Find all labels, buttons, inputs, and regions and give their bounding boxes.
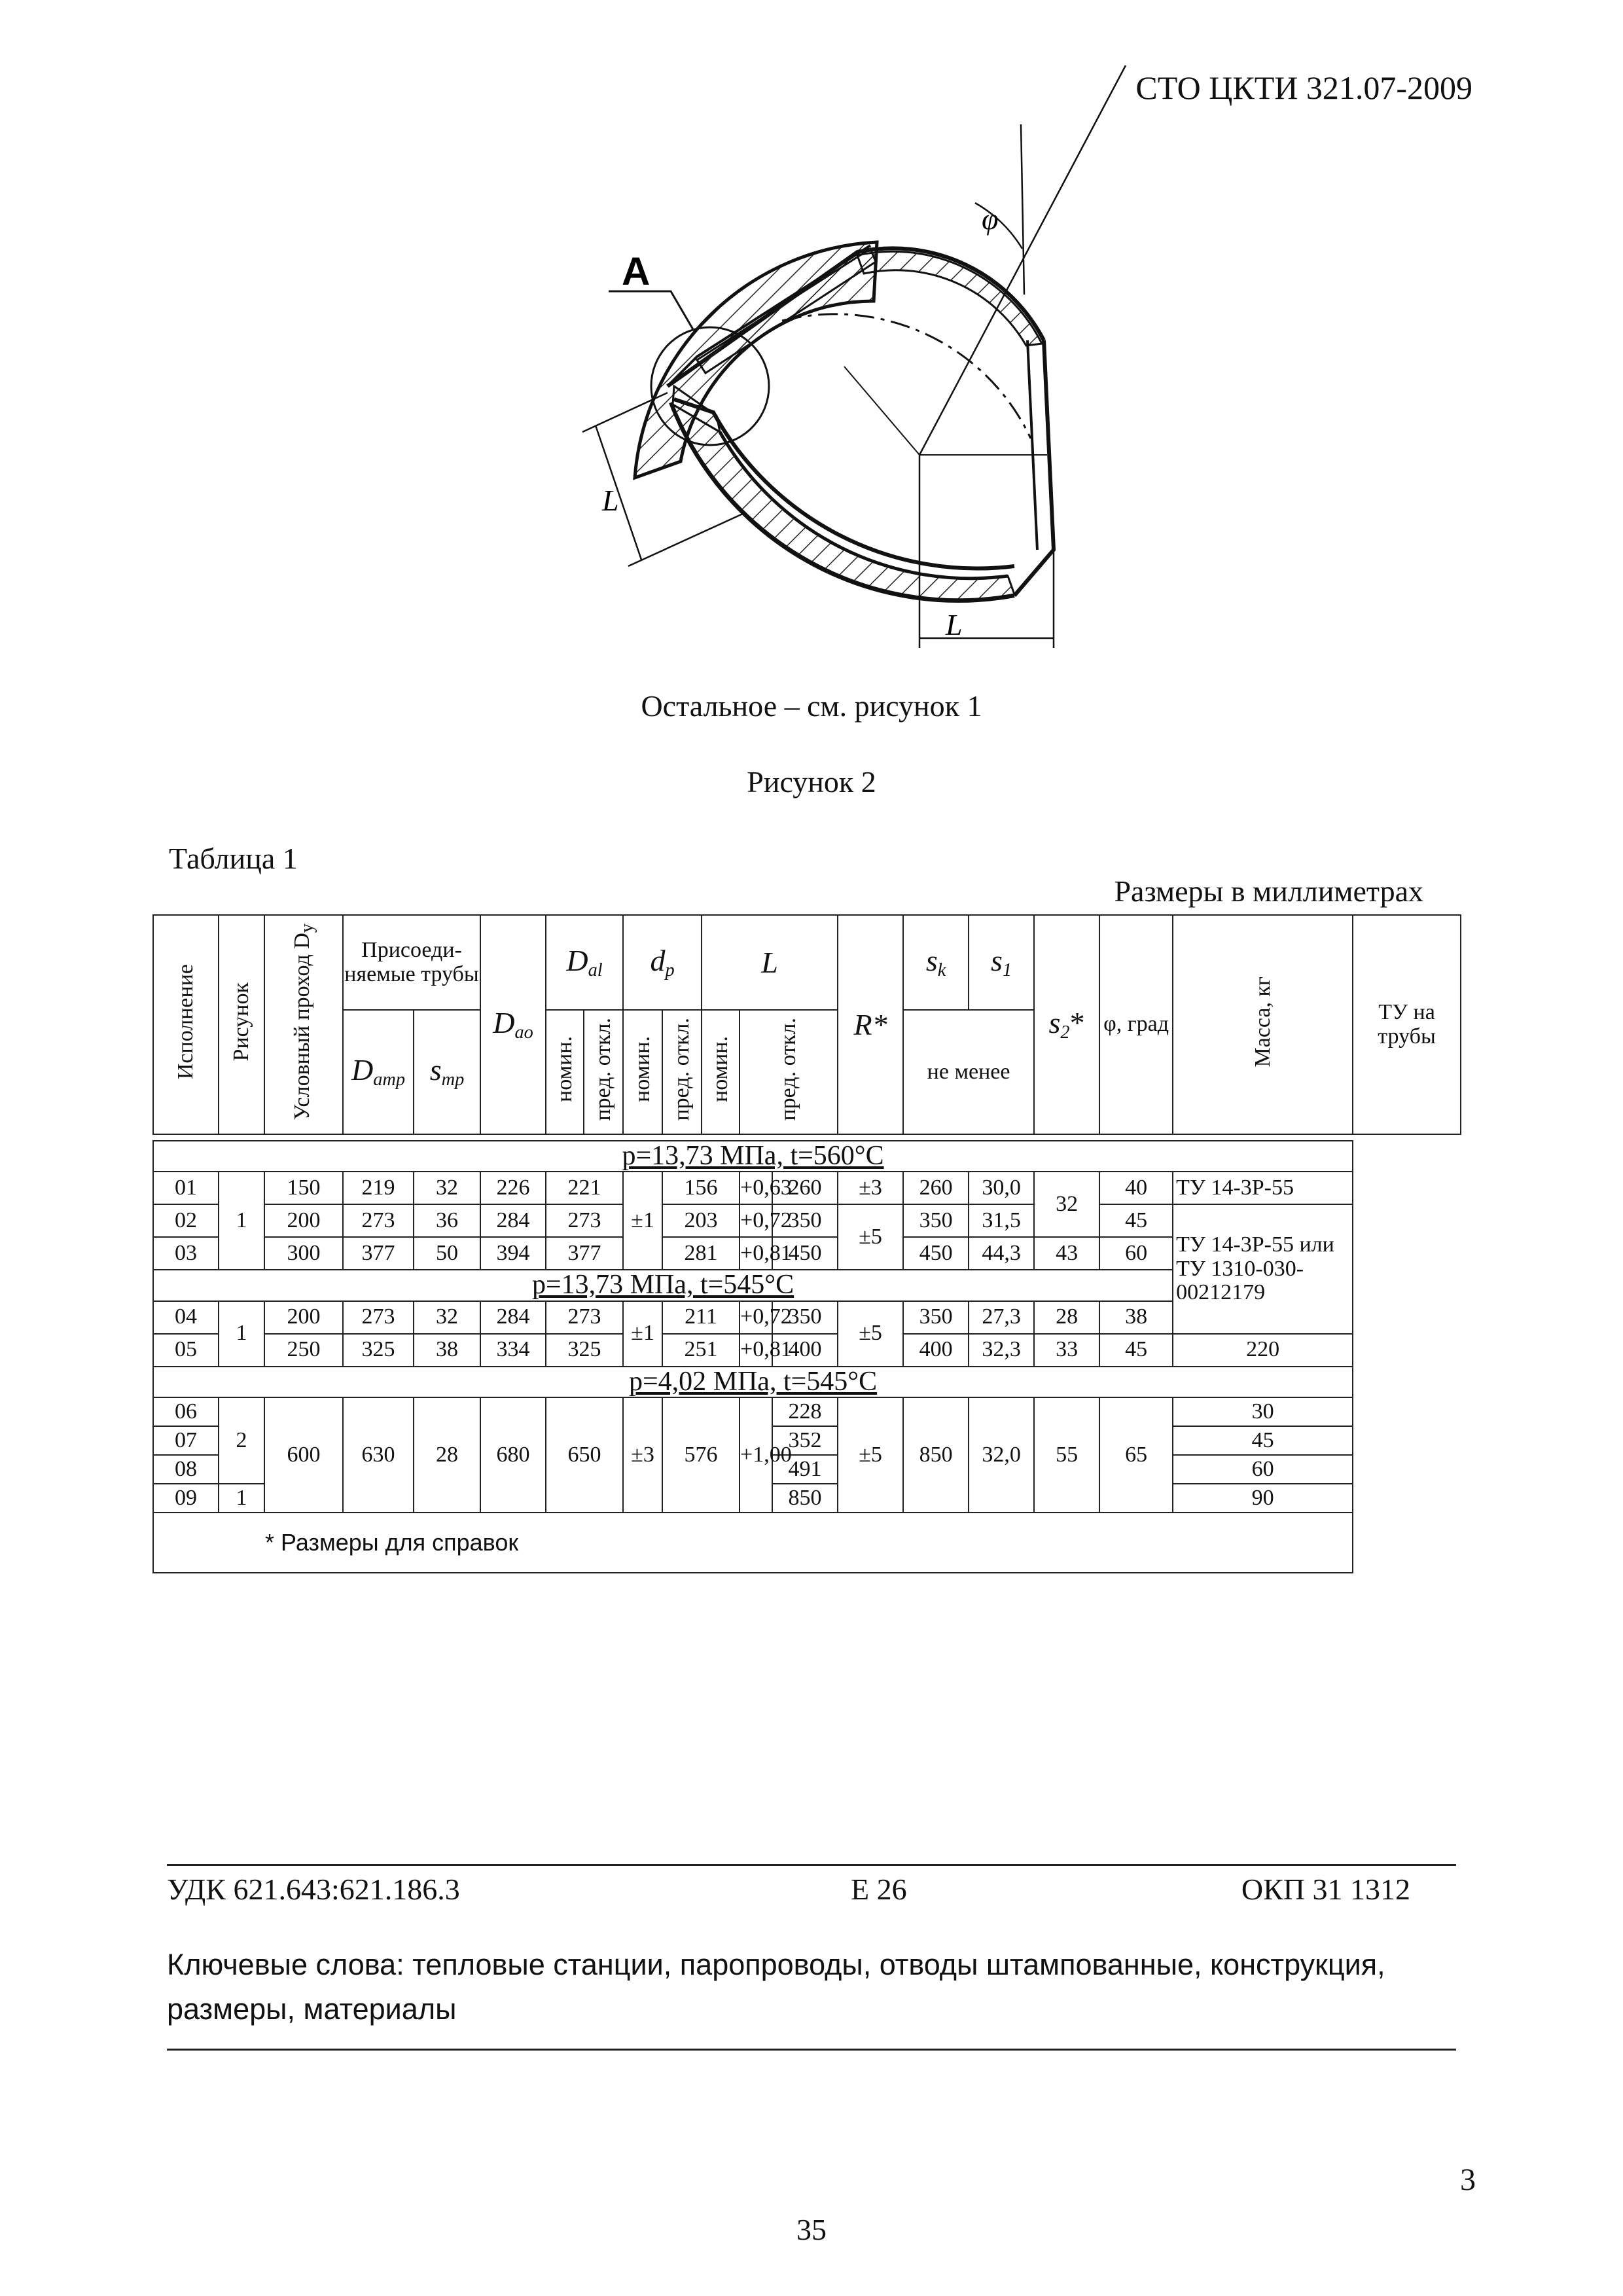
page-number: 35: [796, 2213, 827, 2246]
table-row: 05 250 325 38 334 325 251 +0,81 400 400 32,3 33 45 220: [153, 1334, 1461, 1367]
hdr-s2: $s_2*$: [1034, 915, 1099, 1134]
page-number-section: 3: [1460, 2162, 1476, 2197]
hdr-phi: φ, град: [1099, 915, 1173, 1134]
hdr-l: L: [702, 915, 838, 1010]
hdr-smp: $s_{mp}$: [414, 1010, 480, 1134]
hdr-tu: ТУ на трубы: [1353, 915, 1461, 1134]
table-title: Таблица 1: [169, 842, 298, 875]
table-footnote-row: * Размеры для справок: [153, 1513, 1461, 1573]
figure-note: Остальное – см. рисунок 1: [641, 689, 982, 723]
hdr-l-tol: пред. откл.: [740, 1010, 838, 1134]
hdr-figure: Рисунок: [219, 915, 264, 1134]
hdr-mass: Масса, кг: [1173, 915, 1353, 1134]
section-header: p=4,02 МПа, t=545°C: [153, 1367, 1461, 1397]
elbow-section: [635, 242, 913, 484]
hdr-r: R*: [838, 915, 903, 1134]
footer-rule-bottom: [167, 2049, 1456, 2051]
table-row: 02 200 273 36 284 273 203 +0,72 350 ±5 350 31,5 45 ТУ 14-3Р-55 или ТУ 1310-030-00212179: [153, 1204, 1461, 1237]
okp-code: ОКП 31 1312: [1241, 1873, 1410, 1906]
hdr-sk: $s_k$: [903, 915, 969, 1010]
footer-rule-top: [167, 1864, 1456, 1866]
hdr-s1: $s_1$: [969, 915, 1034, 1010]
hdr-dal-nom: номин.: [546, 1010, 584, 1134]
keywords: Ключевые слова: тепловые станции, паропроводы, отводы штампованные, конструкция, размеры, материалы: [167, 1948, 1385, 2026]
table-row: 07 352 45: [153, 1426, 1461, 1455]
hdr-damp: $D_{атр}$: [343, 1010, 414, 1134]
table-row: 04 1 200 273 32 284 273 ±1 211 +0,72 350 ±5 350 27,3 28 38: [153, 1301, 1461, 1334]
dimensions-table: [152, 914, 1461, 1573]
header-row-1: [153, 915, 1461, 1010]
hdr-l-nom: номин.: [702, 1010, 740, 1134]
e-code: Е 26: [851, 1873, 907, 1906]
hdr-not-less: не менее: [903, 1010, 1034, 1134]
table-units: Размеры в миллиметрах: [1114, 874, 1423, 908]
l-label-left: L: [602, 484, 619, 517]
hdr-variant: Исполнение: [153, 915, 219, 1134]
section-header: p=13,73 МПа, t=545°C: [153, 1270, 1461, 1300]
hdr-dao: $D_{ao}$: [480, 915, 546, 1134]
hdr-dp-nom: номин.: [623, 1010, 662, 1134]
hdr-dal-tol: пред. откл.: [584, 1010, 623, 1134]
table-row: 09 1 850 90: [153, 1484, 1461, 1513]
detail-a-label: А: [622, 249, 651, 293]
hdr-dn: Условный проход $D_y$: [264, 915, 343, 1134]
phi-label: φ: [982, 202, 999, 236]
udk-code: УДК 621.643:621.186.3: [167, 1873, 460, 1906]
hdr-dal: $D_{al}$: [546, 915, 623, 1010]
header-gap: [153, 1134, 1461, 1141]
table-row: 06 2 600 630 28 680 650 ±3 576 +1,00 228 ±5 850 32,0 55 65 30: [153, 1397, 1461, 1426]
hdr-pipes: Присоеди-няемые трубы: [343, 915, 480, 1010]
figure-2-drawing: [556, 124, 1080, 687]
hdr-dp: $d_p$: [623, 915, 702, 1010]
section-header: p=13,73 МПа, t=560°C: [153, 1141, 1461, 1172]
hdr-dp-tol: пред. откл.: [662, 1010, 702, 1134]
table-row: 08 491 60: [153, 1455, 1461, 1484]
figure-title: Рисунок 2: [747, 765, 876, 798]
table-row: 03 300 377 50 394 377 281 +0,81 450 450 44,3 43 60: [153, 1237, 1461, 1270]
document-code: СТО ЦКТИ 321.07-2009: [1135, 69, 1472, 106]
l-label-bottom: L: [946, 608, 963, 641]
table-row: 01 1 150 219 32 226 221 ±1 156 +0,63 260 ±3 260 30,0 32 40 ТУ 14-3Р-55: [153, 1172, 1461, 1204]
